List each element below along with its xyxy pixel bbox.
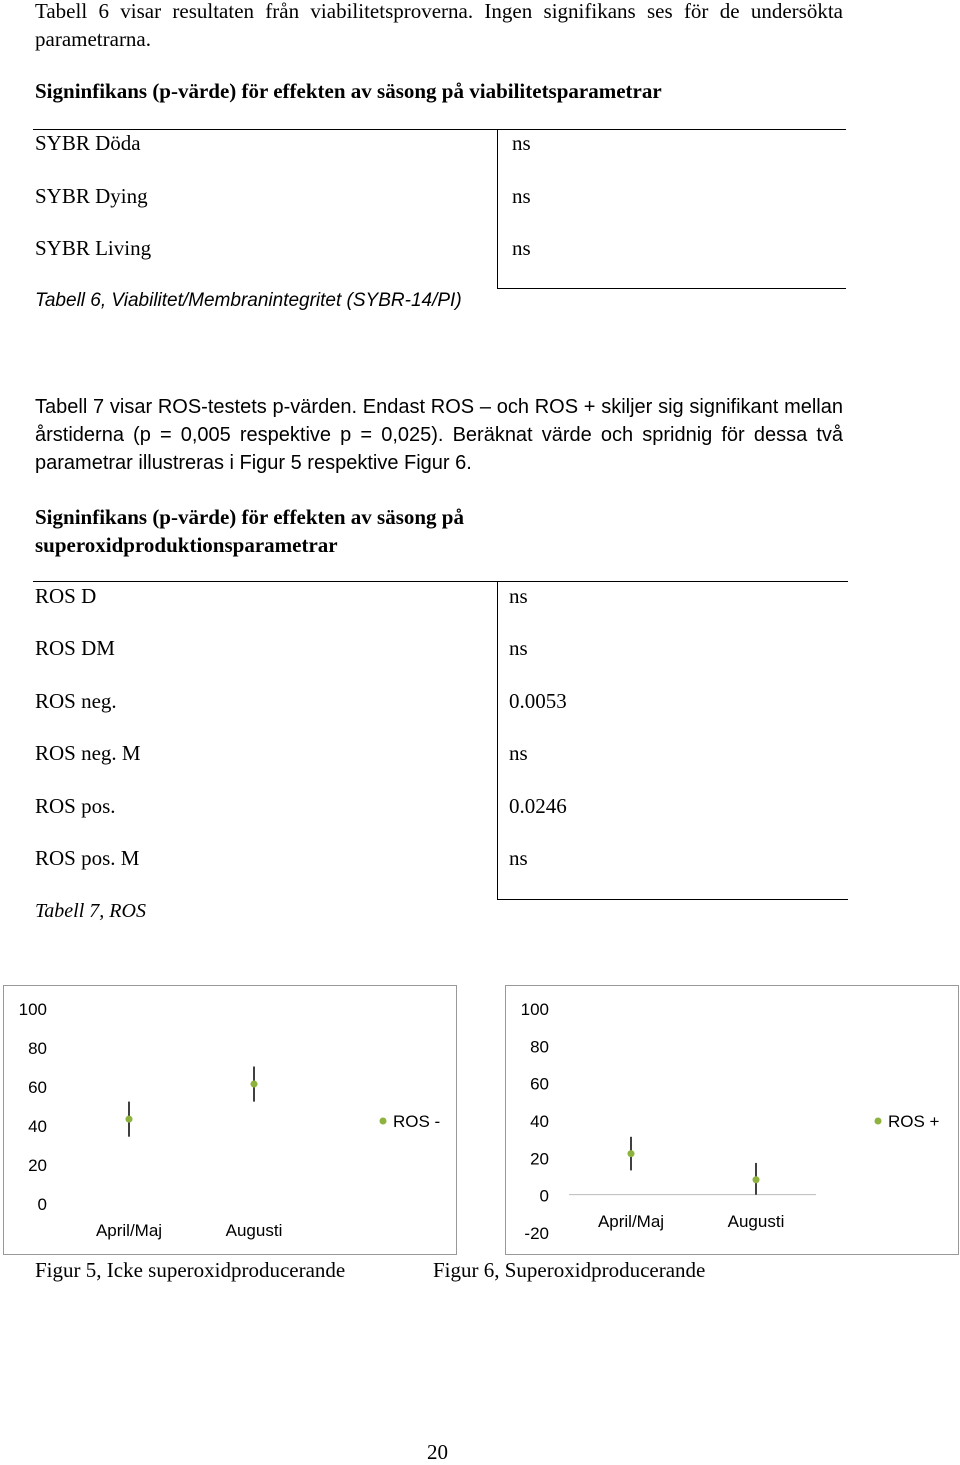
y-tick-label: 80 xyxy=(530,1037,549,1057)
data-point xyxy=(753,1176,760,1183)
table7-row-label: ROS neg. xyxy=(35,689,117,713)
y-tick-label: 60 xyxy=(28,1078,47,1097)
data-point xyxy=(251,1081,258,1088)
table7-heading-line1: Signinfikans (p-värde) för effekten av säsong på xyxy=(35,505,464,529)
data-point xyxy=(628,1150,635,1157)
legend-marker xyxy=(875,1118,882,1125)
table7-row-label: ROS DM xyxy=(35,636,115,660)
table7-row-value: ns xyxy=(509,584,528,608)
table7-column-divider xyxy=(497,581,498,899)
y-tick-label: 40 xyxy=(28,1117,47,1136)
x-tick-label: Augusti xyxy=(225,1221,283,1240)
data-point xyxy=(126,1116,133,1123)
table6-row-label: SYBR Living xyxy=(35,236,152,260)
legend-marker xyxy=(380,1118,387,1125)
table6-row-label: SYBR Dying xyxy=(35,184,148,208)
figure5-chart-frame xyxy=(3,985,457,1255)
table7-row-value: 0.0053 xyxy=(509,689,567,713)
table7-row-value: ns xyxy=(509,846,528,870)
figure6-chart xyxy=(506,986,958,1254)
x-tick-label: April/Maj xyxy=(95,1221,163,1240)
figure5-chart xyxy=(4,986,456,1254)
table6-caption: Tabell 6, Viabilitet/Membranintegritet (SYBR-14/PI) xyxy=(35,290,462,311)
table7-bottom-rule xyxy=(497,899,848,900)
y-tick-label: 100 xyxy=(18,1000,47,1019)
figure6-caption: Figur 6, Superoxidproducerande xyxy=(433,1258,706,1282)
table7-row-label: ROS neg. M xyxy=(35,741,141,765)
intro-paragraph: Tabell 6 visar resultaten från viabilitetsproverna. Ingen signifikans ses för de undersökta parametrarna. xyxy=(35,0,843,51)
table6-top-rule xyxy=(33,129,846,130)
table6-bottom-rule xyxy=(497,288,846,289)
table7-row-value: ns xyxy=(509,636,528,660)
y-tick-label: 0 xyxy=(539,1186,549,1206)
y-tick-label: 60 xyxy=(530,1074,549,1094)
x-tick-label: April/Maj xyxy=(597,1212,665,1231)
table7-heading-line2: superoxidproduktionsparametrar xyxy=(35,533,338,557)
table6-row-value: ns xyxy=(512,236,531,260)
y-tick-label: 80 xyxy=(28,1039,47,1058)
table7-top-rule xyxy=(33,581,848,582)
table6-row-label: SYBR Döda xyxy=(35,131,141,155)
table7-row-value: ns xyxy=(509,741,528,765)
legend-label: ROS + xyxy=(888,1112,940,1131)
table7-row-value: 0.0246 xyxy=(509,794,567,818)
y-tick-label: -20 xyxy=(524,1224,549,1243)
table7-row-label: ROS D xyxy=(35,584,97,608)
figure6-chart-frame xyxy=(505,985,959,1255)
table7-row-label: ROS pos. xyxy=(35,794,116,818)
y-tick-label: 20 xyxy=(28,1156,47,1175)
figure5-caption: Figur 5, Icke superoxidproducerande xyxy=(35,1258,346,1282)
table7-caption: Tabell 7, ROS xyxy=(35,900,146,922)
y-tick-label: 0 xyxy=(37,1195,47,1214)
y-tick-label: 40 xyxy=(530,1112,549,1131)
table6-row-value: ns xyxy=(512,184,531,208)
results-paragraph: Tabell 7 visar ROS-testets p-värden. Endast ROS – och ROS + skiljer sig signifikant mellan årstiderna (p = 0,005 respektive p = 0,025). Beräknat värde och spridnig för dessa två parametrar illustreras i Figur 5 respektive Figur 6. xyxy=(35,396,843,474)
table6-column-divider xyxy=(497,129,498,288)
table6-heading: Signinfikans (p-värde) för effekten av säsong på viabilitetsparametrar xyxy=(35,79,662,103)
page-number: 20 xyxy=(427,1440,448,1464)
table6-row-value: ns xyxy=(512,131,531,155)
y-tick-label: 20 xyxy=(530,1149,549,1169)
table7-row-label: ROS pos. M xyxy=(35,846,140,870)
x-tick-label: Augusti xyxy=(727,1212,785,1231)
y-tick-label: 100 xyxy=(520,1000,549,1019)
legend-label: ROS - xyxy=(393,1112,441,1131)
